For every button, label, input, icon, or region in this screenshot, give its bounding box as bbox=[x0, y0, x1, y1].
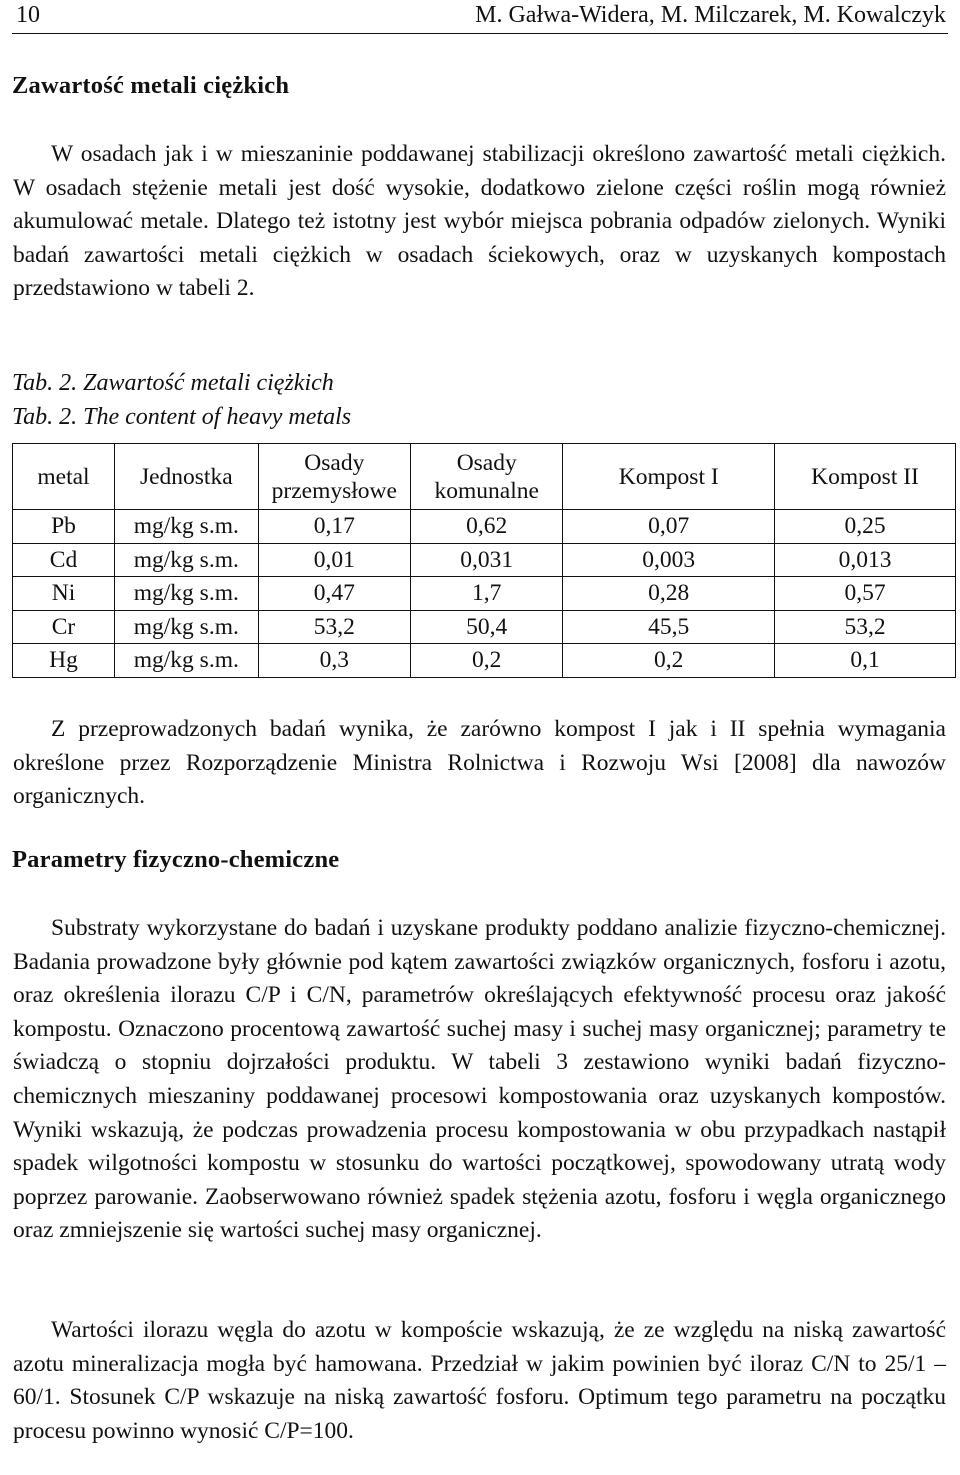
table-row bbox=[13, 644, 956, 678]
table-cell: 0,013 bbox=[775, 543, 956, 577]
table-row bbox=[13, 543, 956, 577]
table-cell: Ni bbox=[13, 577, 115, 611]
table-cell: 0,3 bbox=[258, 644, 410, 678]
table-cell: mg/kg s.m. bbox=[114, 543, 258, 577]
page-number: 10 bbox=[16, 2, 40, 28]
heavy-metals-table bbox=[12, 443, 956, 678]
table-cell: 0,031 bbox=[411, 543, 563, 577]
table-cell: 0,28 bbox=[563, 577, 775, 611]
table-cell: mg/kg s.m. bbox=[114, 610, 258, 644]
running-header bbox=[12, 0, 948, 34]
table-row bbox=[13, 510, 956, 544]
table-cell: 0,1 bbox=[775, 644, 956, 678]
table-row bbox=[13, 577, 956, 611]
table-cell: 0,07 bbox=[563, 510, 775, 544]
table-cell: 53,2 bbox=[775, 610, 956, 644]
table-cell: 0,47 bbox=[258, 577, 410, 611]
paragraph-heavy-metals-intro: W osadach jak i w mieszaninie poddawanej stabilizacji określono zawartość metali ciężkich. W osadach stężenie metali jest dość wysokie, dodatkowo zielone części roślin mogą również akumulować metale. Dlatego też istotny jest wybór miejsca pobrania odpadów zielonych. Wyniki badań zawartości metali ciężkich w osadach ściekowych, oraz w uzyskanych kompostach przedstawiono w tabeli 2. bbox=[13, 141, 946, 302]
column-header-compost-2: Kompost II bbox=[775, 444, 956, 510]
table-cell: 0,01 bbox=[258, 543, 410, 577]
column-header-industrial-sludge: Osady przemysłowe bbox=[258, 444, 410, 510]
table-cell: 45,5 bbox=[563, 610, 775, 644]
table-cell: 0,25 bbox=[775, 510, 956, 544]
table-cell: mg/kg s.m. bbox=[114, 510, 258, 544]
column-header-unit: Jednostka bbox=[114, 444, 258, 510]
table-cell: 0,003 bbox=[563, 543, 775, 577]
column-header-compost-1: Kompost I bbox=[563, 444, 775, 510]
table-cell: Cd bbox=[13, 543, 115, 577]
header-authors: M. Gałwa-Widera, M. Milczarek, M. Kowalczyk bbox=[475, 2, 946, 28]
section-heading-heavy-metals: Zawartość metali ciężkich bbox=[12, 72, 290, 99]
table-cell: mg/kg s.m. bbox=[114, 577, 258, 611]
paragraph-physicochemical-1: Substraty wykorzystane do badań i uzyskane produkty poddano analizie fizyczno-chemicznej. Badania prowadzone były głównie pod kątem zawartości związków organicznych, fosforu i azotu, oraz określenia ilorazu C/P i C/N, parametrów określających efektywność procesu oraz jakość kompostu. Oznaczono procentową zawartość suchej masy i suchej masy organicznej; parametry te świadczą o stopniu dojrzałości produktu. W tabeli 3 zestawiono wyniki badań fizyczno-chemicznych mieszaniny poddawanej procesowi kompostowania oraz uzyskanych kompostów. Wyniki wskazują, że podczas prowadzenia procesu kompostowania w obu przypadkach nastąpił spadek wilgotności kompostu w stosunku do wartości początkowej, spowodowany utratą wody poprzez parowanie. Zaobserwowano również spadek stężenia azotu, fosforu i węgla organicznego oraz zmniejszenie się wartości suchej masy organicznej. bbox=[13, 915, 946, 1244]
table-header-row bbox=[13, 444, 956, 510]
table-cell: 53,2 bbox=[258, 610, 410, 644]
paragraph-conclusion: Z przeprowadzonych badań wynika, że zarówno kompost I jak i II spełnia wymagania określone przez Rozporządzenie Ministra Rolnictwa i Rozwoju Wsi [2008] dla nawozów organicznych. bbox=[13, 716, 946, 810]
table-cell: Hg bbox=[13, 644, 115, 678]
table-cell: 0,2 bbox=[563, 644, 775, 678]
column-header-municipal-sludge: Osady komunalne bbox=[411, 444, 563, 510]
table-caption-pl: Tab. 2. Zawartość metali ciężkich bbox=[12, 370, 334, 396]
table-row bbox=[13, 610, 956, 644]
table-cell: Pb bbox=[13, 510, 115, 544]
table-caption-en: Tab. 2. The content of heavy metals bbox=[12, 404, 352, 430]
table-cell: 0,62 bbox=[411, 510, 563, 544]
table-cell: 50,4 bbox=[411, 610, 563, 644]
table-cell: 0,2 bbox=[411, 644, 563, 678]
paragraph-physicochemical-2: Wartości ilorazu węgla do azotu w kompoście wskazują, że ze względu na niską zawartość azotu mineralizacja mogła być hamowana. Przedział w jakim powinien być iloraz C/N to 25/1 – 60/1. Stosunek C/P wskazuje na niską zawartość fosforu. Optimum tego parametru na początku procesu powinno wynosić C/P=100. bbox=[13, 1317, 946, 1444]
table-cell: Cr bbox=[13, 610, 115, 644]
table-cell: 0,17 bbox=[258, 510, 410, 544]
column-header-metal: metal bbox=[13, 444, 115, 510]
table-cell: mg/kg s.m. bbox=[114, 644, 258, 678]
table-cell: 0,57 bbox=[775, 577, 956, 611]
table-cell: 1,7 bbox=[411, 577, 563, 611]
section-heading-physicochemical: Parametry fizyczno-chemiczne bbox=[12, 846, 340, 873]
